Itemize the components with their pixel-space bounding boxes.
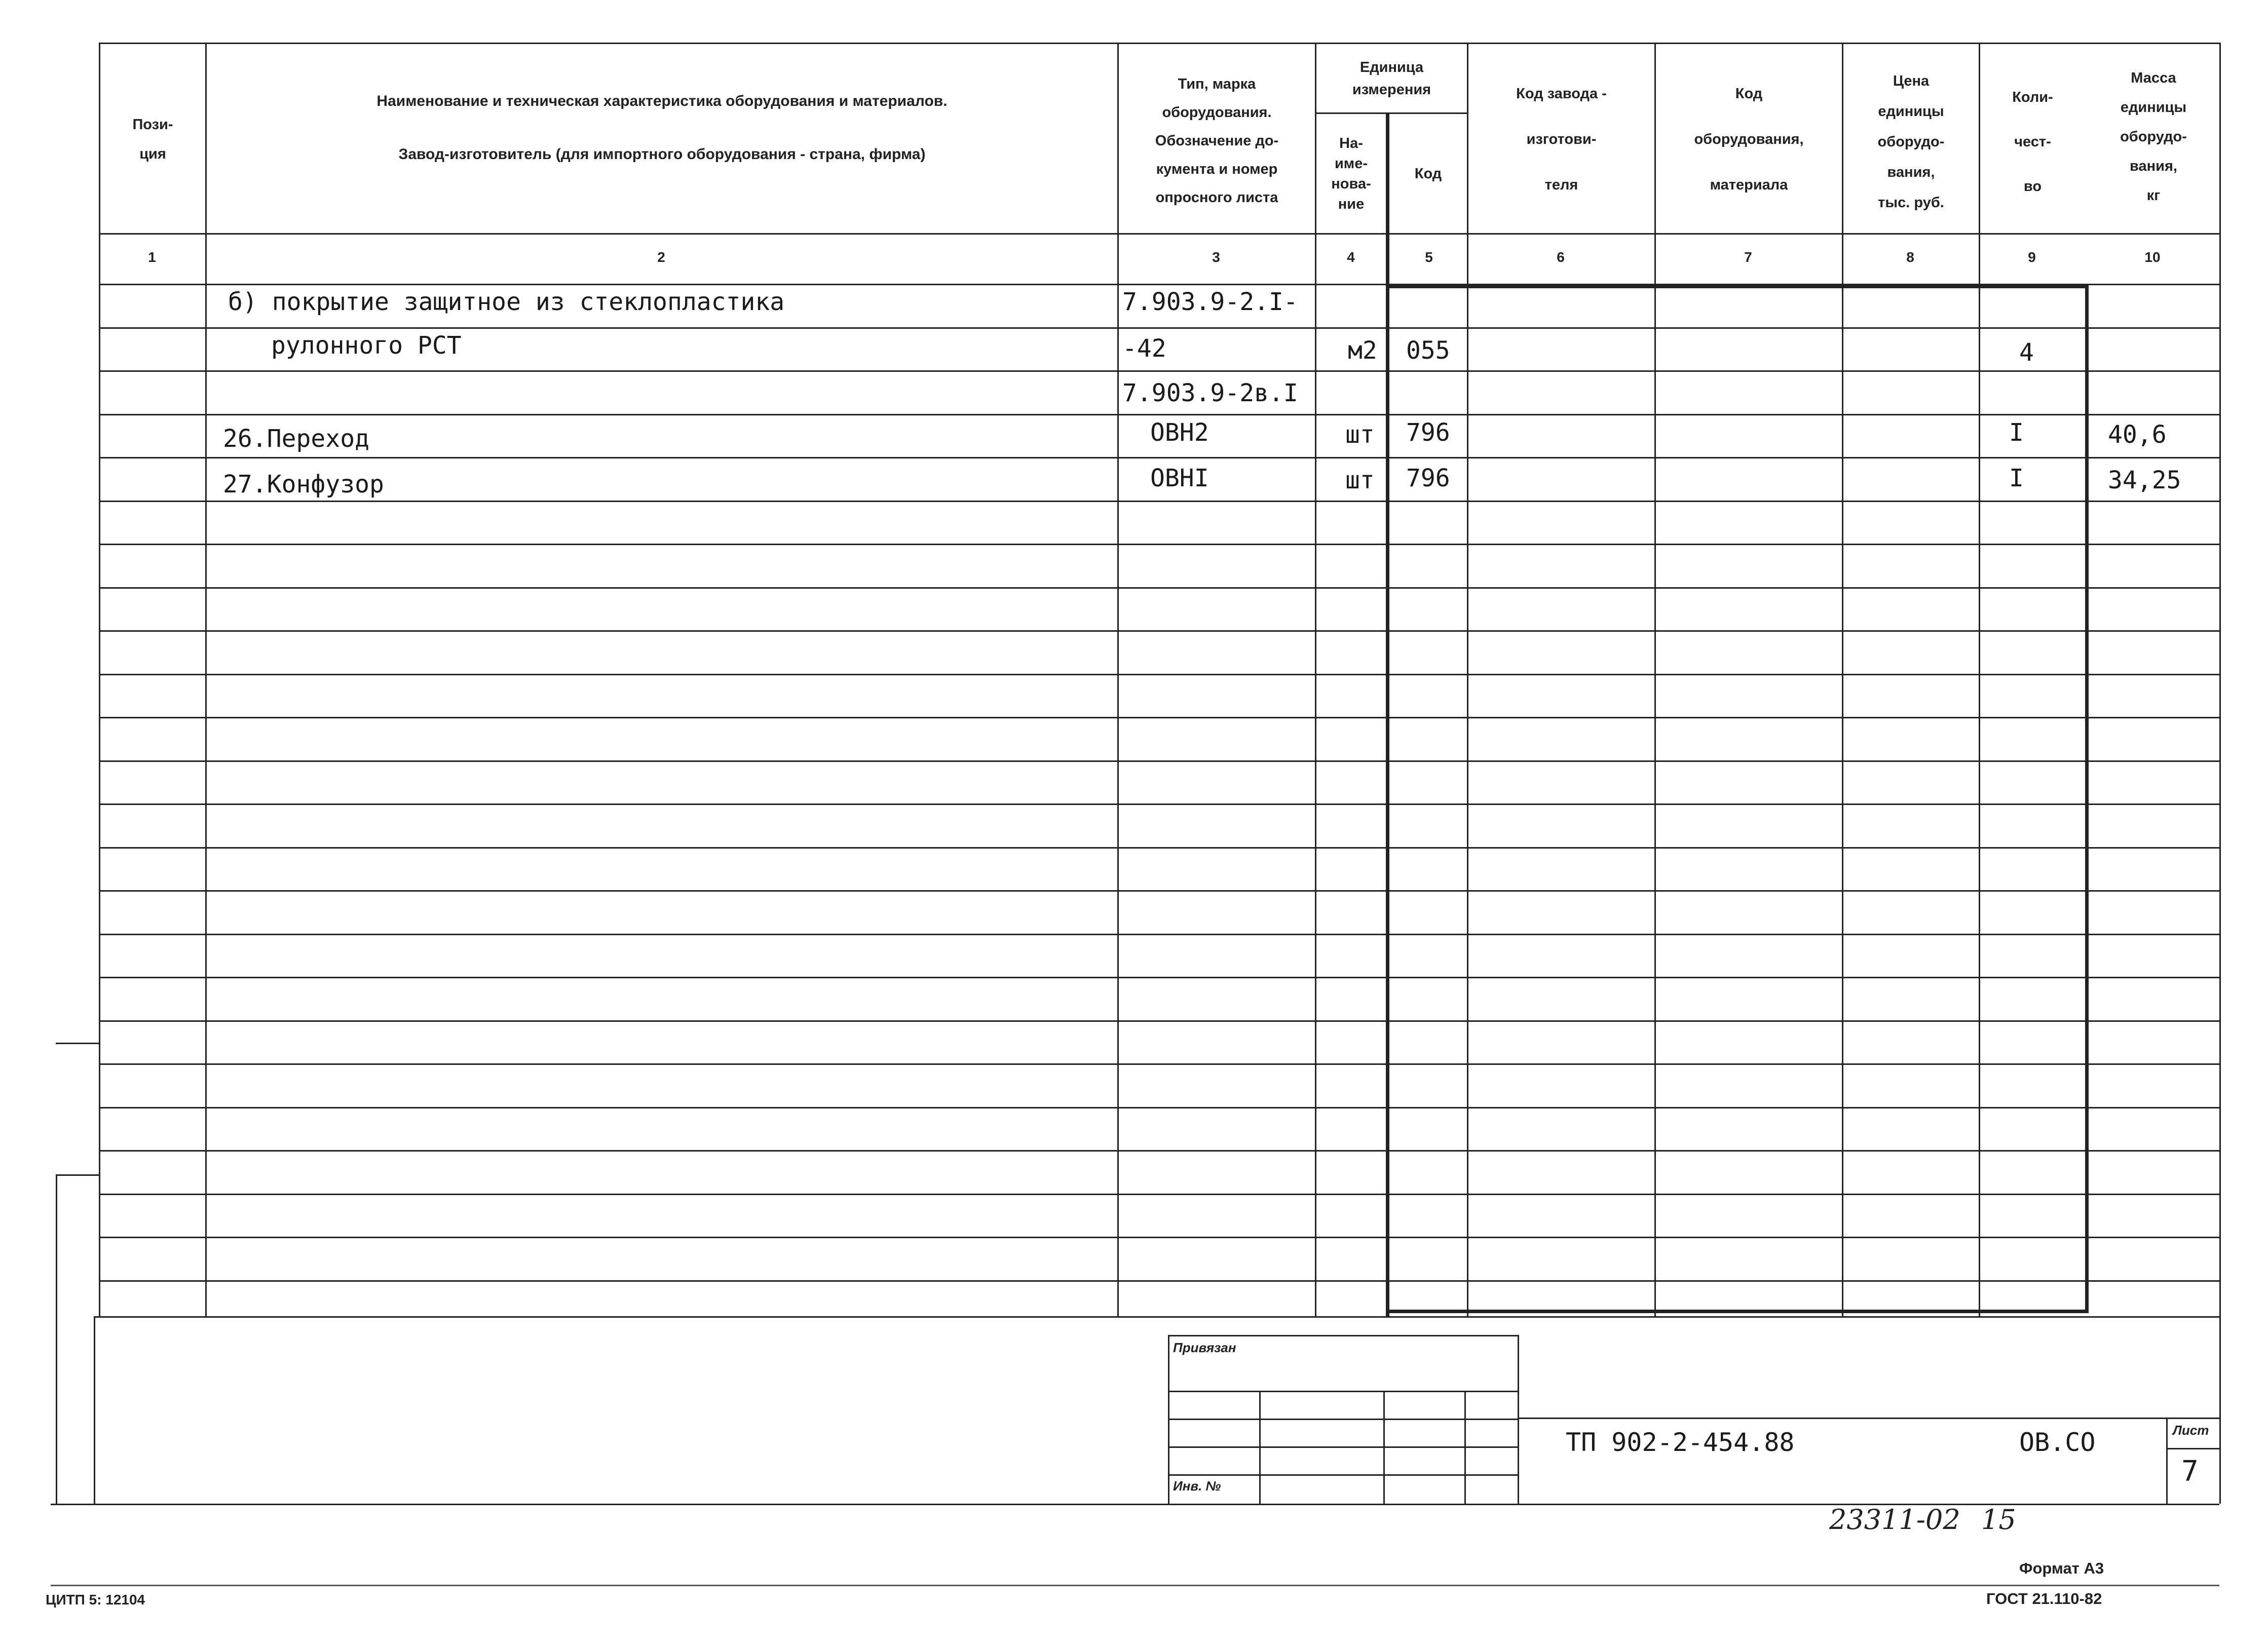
row-line [99, 674, 2219, 675]
row-line [99, 587, 2219, 589]
row-line [99, 977, 2219, 978]
row-2-unit: м2 [1348, 336, 1377, 365]
header-quantity: Коли- чест- во [2012, 89, 2053, 195]
col-line-9 [2085, 284, 2089, 1312]
row-4-code: 796 [1406, 418, 1450, 447]
margin-tick-1 [56, 1043, 99, 1044]
archive-number: 23311-02 [1829, 1504, 1960, 1536]
header-bottom-line [99, 233, 2219, 235]
row-5-unit: шт [1345, 466, 1375, 494]
row-1-type: 7.903.9-2.I- [1122, 288, 1298, 316]
row-4-unit: шт [1345, 420, 1375, 449]
row-line [99, 1237, 2219, 1238]
col-line-2 [1117, 43, 1119, 1316]
header-factory-code: Код завода - изготови- теля [1516, 86, 1607, 193]
row-line [99, 501, 2219, 502]
col-line-8 [1979, 43, 1980, 1316]
header-position: Пози- ция [132, 117, 173, 162]
header-unit-code: Код [1414, 165, 1442, 182]
format-label: Формат А3 [2019, 1559, 2104, 1577]
colnum-7: 7 [1744, 249, 1752, 265]
box-bottom [1386, 1310, 2089, 1313]
row-line [99, 327, 2219, 329]
row-line [99, 934, 2219, 935]
title-block-top [1518, 1418, 2219, 1419]
row-line [99, 1107, 2219, 1108]
row-line [99, 630, 2219, 632]
stamp-col-1 [1259, 1391, 1261, 1504]
row-line [99, 414, 2219, 415]
stamp-inv-label: Инв. № [1173, 1478, 1221, 1494]
box-top [1386, 285, 2089, 288]
margin-vertical [56, 1174, 57, 1504]
row-5-code: 796 [1406, 464, 1450, 492]
row-line [99, 1280, 2219, 1282]
footer-rule [51, 1585, 2219, 1586]
row-4-mass: 40,6 [2108, 420, 2167, 449]
row-line [99, 803, 2219, 805]
row-2-name: рулонного РСТ [271, 331, 462, 360]
row-3-type: 7.903.9-2в.I [1122, 379, 1298, 407]
header-name-line1: Наименование и техническая характеристика оборудования и материалов. [376, 93, 948, 109]
row-4-type: ОВН2 [1150, 418, 1209, 447]
row-line [99, 1194, 2219, 1195]
margin-tick-2 [56, 1174, 99, 1176]
row-5-qty: I [2009, 464, 2024, 492]
header-equipment-code: Код оборудования, материала [1694, 86, 1804, 193]
header-mass: Масса единицы оборудо- вания, кг [2120, 70, 2187, 204]
colnum-5: 5 [1425, 249, 1433, 265]
colnum-2: 2 [657, 249, 665, 265]
sheet-number: 7 [2181, 1455, 2199, 1488]
frame-left-lower [94, 1316, 95, 1504]
col-line-7 [1842, 43, 1843, 1316]
stamp-col-3 [1464, 1391, 1466, 1504]
row-line [99, 890, 2219, 892]
col-line-4 [1386, 112, 1389, 1316]
stamp-top [1168, 1335, 1518, 1336]
row-line [99, 717, 2219, 718]
row-2-code: 055 [1406, 336, 1450, 365]
colnum-4: 4 [1347, 249, 1355, 265]
row-5-name: 27.Конфузор [223, 470, 384, 499]
sheet-label: Лист [2173, 1423, 2209, 1438]
row-line [99, 544, 2219, 545]
row-2-type: -42 [1122, 334, 1166, 363]
row-line [99, 1063, 2219, 1065]
colnum-8: 8 [1906, 249, 1914, 265]
col-line-3 [1315, 43, 1316, 1316]
colnum-3: 3 [1212, 249, 1220, 265]
row-1-name: б) покрытие защитное из стеклопластика [228, 288, 785, 316]
row-line [99, 847, 2219, 849]
gost-label: ГОСТ 21.110-82 [1986, 1590, 2102, 1607]
header-price: Цена единицы оборудо- вания, тыс. руб. [1877, 73, 1945, 211]
doc-code: ОВ.СО [2019, 1428, 2096, 1457]
header-unit-group: Единица измерения [1352, 59, 1431, 98]
col-line-6 [1654, 43, 1656, 1316]
stamp-privyazan-label: Привязан [1173, 1340, 1236, 1355]
sheet-box-left [2166, 1418, 2168, 1504]
row-4-name: 26.Переход [223, 425, 369, 453]
row-4-qty: I [2009, 418, 2024, 447]
col-line-10 [2219, 43, 2221, 1504]
table-bottom-line [94, 1316, 2219, 1318]
print-code: ЦИТП 5: 12104 [46, 1592, 145, 1607]
archive-sheet: 15 [1981, 1504, 2016, 1536]
row-line [99, 370, 2219, 372]
colnum-1: 1 [148, 249, 156, 265]
row-2-qty: 4 [2019, 338, 2034, 367]
row-line [99, 1020, 2219, 1022]
colnum-6: 6 [1557, 249, 1565, 265]
row-line [99, 760, 2219, 762]
colnum-10: 10 [2144, 249, 2161, 265]
sheet-box-divider [2166, 1448, 2219, 1449]
frame-top [99, 43, 2219, 44]
stamp-left [1168, 1335, 1169, 1504]
doc-number: ТП 902-2-454.88 [1566, 1428, 1795, 1457]
row-line [99, 457, 2219, 458]
stamp-col-2 [1383, 1391, 1385, 1504]
stamp-right [1518, 1335, 1519, 1504]
row-line [99, 1150, 2219, 1152]
row-5-mass: 34,25 [2108, 466, 2181, 494]
col-line-5 [1467, 43, 1468, 1316]
header-type: Тип, марка оборудования. Обозначение до- кумента и номер опросного листа [1155, 75, 1279, 206]
header-name-line2: Завод-изготовитель (для импортного оборудования - страна, фирма) [398, 146, 926, 163]
col-line-1 [205, 43, 207, 1316]
colnum-9: 9 [2028, 249, 2036, 265]
row-5-type: ОВНI [1150, 464, 1209, 492]
col-line-0 [99, 43, 100, 1316]
header-unit-name: На- име- нова- ние [1331, 135, 1371, 212]
